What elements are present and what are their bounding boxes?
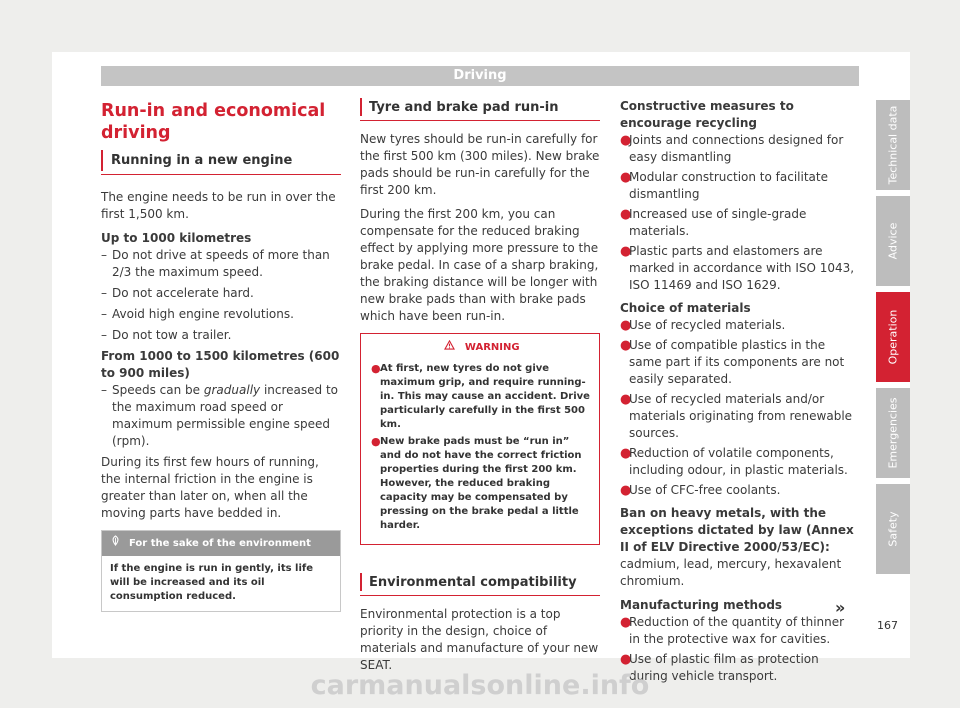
constructive-heading: Constructive measures to encourage recycling: [620, 99, 794, 130]
column-3: [620, 92, 858, 688]
env-heading-rule: [360, 595, 600, 596]
tyre-paragraph: New tyres should be run-in carefully for the first 500 km (300 miles). New brake pads should be run-in carefully for the first 200 km.: [360, 132, 600, 197]
warning-box: [360, 333, 600, 545]
leaf-icon: [110, 535, 121, 552]
subtitle-rule: [101, 174, 341, 175]
dash-item: – Speeds can be gradually increased to the maximum road speed or maximum permissible engine speed (rpm).: [101, 383, 338, 448]
tyre-heading: Tyre and brake pad run-in: [369, 99, 559, 115]
list-item: ● Use of CFC-free coolants.: [620, 483, 781, 498]
intro-text: The engine needs to be run in over the first 1,500 km.: [101, 190, 336, 221]
list-item: ● Plastic parts and elastomers are marked in accordance with ISO 1043, ISO 11469 and ISO 1629.: [620, 244, 855, 292]
env-heading-block: [360, 573, 600, 591]
list-item: ● Reduction of volatile components, including odour, in plastic materials.: [620, 446, 848, 477]
friction-text: During its first few hours of running, the internal friction in the engine is greater than later on, when all the moving parts have bedded in.: [101, 455, 319, 520]
warning-item: ● New brake pads must be “run in” and do not have the correct friction properties during the first 200 km. However, the reduced braking capacity may be compensated by pressing on the brake pedal a little harder.: [371, 435, 582, 531]
column-1: [101, 92, 341, 612]
warning-label: WARNING: [464, 342, 520, 353]
list-item: ● Increased use of single-grade materials.: [620, 207, 807, 238]
brake-paragraph: During the first 200 km, you can compensate for the reduced braking effect by applying more pressure to the brake pedal. In case of a sharp braking, the braking distance will be longer with new brake pads than with brake pads which have been run-in.: [360, 207, 599, 323]
list-item: ● Use of plastic film as protection during vehicle transport.: [620, 652, 819, 683]
environment-note-body: If the engine is run in gently, its life will be increased and its oil consumption reduced.: [110, 563, 314, 602]
tab-emergencies[interactable]: Emergencies: [876, 388, 910, 478]
list-item: ● Use of recycled materials.: [620, 318, 786, 333]
page-number: 167: [877, 619, 898, 632]
dash-item: – Avoid high engine revolutions.: [101, 307, 294, 321]
tyre-heading-rule: [360, 120, 600, 121]
environment-note: [101, 530, 341, 612]
watermark: carmanualsonline.info: [310, 670, 650, 701]
side-tabs: [876, 100, 910, 580]
warning-icon: [444, 342, 458, 353]
list-item: ● Joints and connections designed for easy dismantling: [620, 133, 844, 164]
up-to-1000-heading: Up to 1000 kilometres: [101, 231, 252, 245]
subtitle-block: [101, 150, 341, 171]
continued-marker: »: [835, 598, 846, 617]
manufacturing-heading: Manufacturing methods: [620, 598, 783, 612]
subtitle: Running in a new engine: [111, 153, 293, 168]
from-1000-heading: From 1000 to 1500 kilometres (600 to 900 miles): [101, 349, 340, 380]
tab-safety[interactable]: Safety: [876, 484, 910, 574]
list-item: ● Use of compatible plastics in the same part if its components are not easily separated.: [620, 338, 845, 386]
page-title: Run-in and economical driving: [101, 101, 326, 143]
tyre-heading-block: [360, 98, 600, 116]
dash-item: – Do not drive at speeds of more than 2/3 the maximum speed.: [101, 248, 330, 279]
subtitle-bar: [101, 150, 103, 171]
heavy-metals-paragraph: Ban on heavy metals, with the exceptions dictated by law (Annex II of ELV Directive 2000/53/EC): cadmium, lead, mercury, hexavalent chromium.: [620, 506, 854, 588]
warning-item: ● At first, new tyres do not give maximum grip, and require running-in. This may cause an accident. Drive particularly carefully in the first 500 km.: [371, 362, 590, 430]
environment-note-title: For the sake of the environment: [129, 538, 311, 549]
column-2: [360, 92, 600, 681]
environment-paragraph: Environmental protection is a top priority in the design, choice of materials and manufacture of your new SEAT.: [360, 607, 599, 672]
dash-item: – Do not tow a trailer.: [101, 328, 232, 342]
list-item: ● Modular construction to facilitate dismantling: [620, 170, 828, 201]
dash-item: – Do not accelerate hard.: [101, 286, 254, 300]
tab-operation[interactable]: Operation: [876, 292, 910, 382]
list-item: ● Reduction of the quantity of thinner in the protective wax for cavities.: [620, 615, 845, 646]
tab-technical-data[interactable]: Technical data: [876, 100, 910, 190]
list-item: ● Use of recycled materials and/or materials originating from renewable sources.: [620, 392, 853, 440]
section-header: Driving: [101, 66, 859, 86]
environment-heading: Environmental compatibility: [369, 574, 577, 590]
tab-advice[interactable]: Advice: [876, 196, 910, 286]
choice-heading: Choice of materials: [620, 301, 751, 315]
